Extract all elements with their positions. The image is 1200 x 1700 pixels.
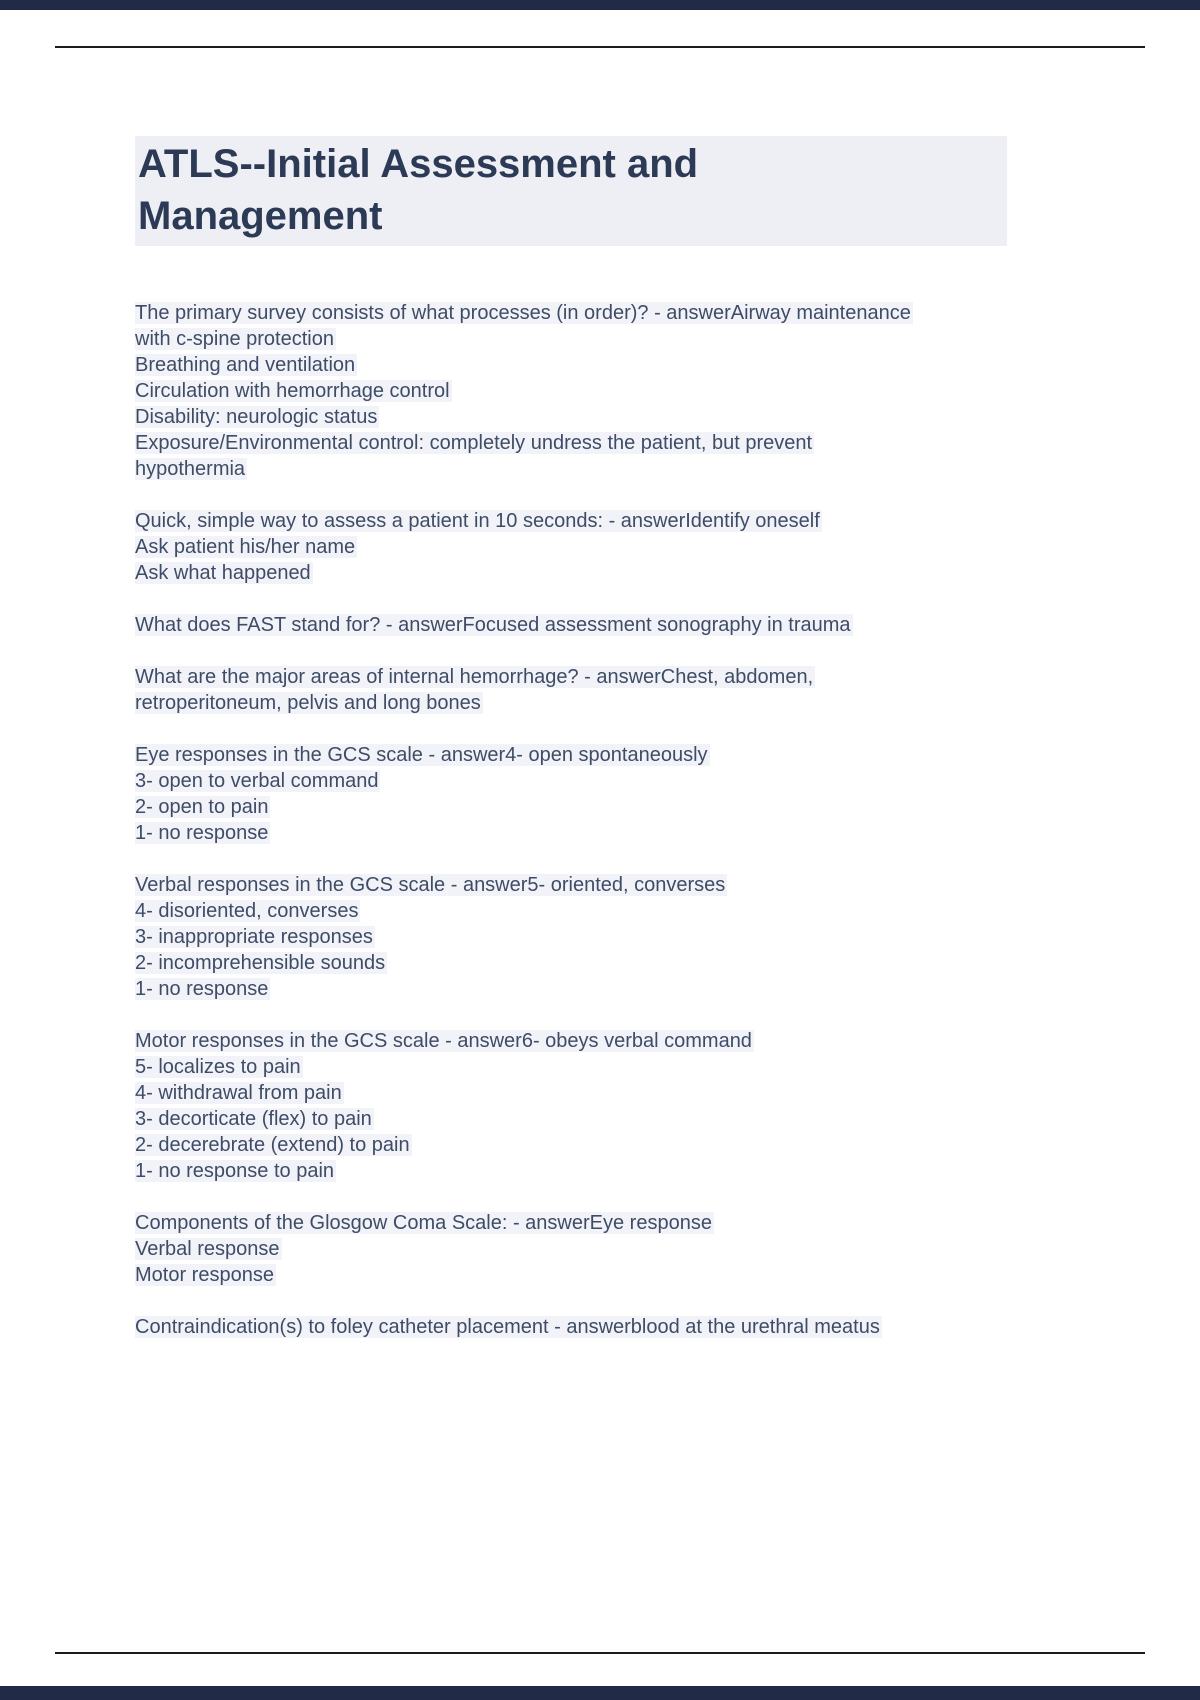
qa-line-text: Breathing and ventilation (135, 354, 356, 376)
qa-line (135, 1054, 1007, 1080)
qa-line (135, 456, 1007, 482)
qa-line-text: Disability: neurologic status (135, 406, 378, 428)
qa-line (135, 1132, 1007, 1158)
qa-line (135, 664, 1007, 690)
qa-line-text: Components of the Glosgow Coma Scale: - answerEye response (135, 1212, 712, 1234)
qa-block (135, 612, 1007, 638)
qa-line-text: 5- localizes to pain (135, 1056, 301, 1078)
qa-line-text: The primary survey consists of what processes (in order)? - answerAirway maintenance (135, 302, 911, 324)
qa-line-text: Ask what happened (135, 562, 311, 584)
qa-line-text: What does FAST stand for? - answerFocused assessment sonography in trauma (135, 614, 851, 636)
qa-line-text: with c-spine protection (135, 328, 334, 350)
qa-line-text: Motor responses in the GCS scale - answer6- obeys verbal command (135, 1030, 752, 1052)
qa-line-text: Exposure/Environmental control: completely undress the patient, but prevent (135, 432, 813, 454)
qa-line-text: 4- disoriented, converses (135, 900, 359, 922)
qa-line (135, 1106, 1007, 1132)
qa-line (135, 768, 1007, 794)
document-title (135, 136, 1007, 246)
document-page (135, 136, 1007, 1366)
qa-line (135, 872, 1007, 898)
qa-line-text: retroperitoneum, pelvis and long bones (135, 692, 481, 714)
qa-line (135, 1158, 1007, 1184)
qa-line (135, 378, 1007, 404)
page-top-border-bar (0, 0, 1200, 10)
qa-line-text: Circulation with hemorrhage control (135, 380, 450, 402)
qa-line-text: Quick, simple way to assess a patient in 10 seconds: - answerIdentify oneself (135, 510, 820, 532)
qa-line (135, 924, 1007, 950)
qa-list (135, 300, 1007, 1340)
qa-line (135, 1080, 1007, 1106)
qa-line (135, 404, 1007, 430)
qa-line-text: 4- withdrawal from pain (135, 1082, 342, 1104)
qa-block (135, 742, 1007, 846)
qa-line-text: 1- no response (135, 822, 269, 844)
qa-block (135, 300, 1007, 482)
qa-line (135, 300, 1007, 326)
qa-block (135, 508, 1007, 586)
qa-line-text: 2- decerebrate (extend) to pain (135, 1134, 410, 1156)
qa-line (135, 560, 1007, 586)
qa-line (135, 1262, 1007, 1288)
qa-line-text: Eye responses in the GCS scale - answer4- open spontaneously (135, 744, 708, 766)
qa-line (135, 794, 1007, 820)
title-line-1: ATLS--Initial Assessment and (138, 142, 699, 186)
qa-line (135, 1210, 1007, 1236)
qa-line (135, 898, 1007, 924)
qa-line-text: Motor response (135, 1264, 274, 1286)
qa-block (135, 1028, 1007, 1184)
qa-block (135, 664, 1007, 716)
top-horizontal-rule (55, 46, 1145, 48)
qa-line (135, 820, 1007, 846)
qa-line (135, 430, 1007, 456)
qa-line-text: Contraindication(s) to foley catheter placement - answerblood at the urethral meatus (135, 1316, 880, 1338)
qa-block (135, 1314, 1007, 1340)
qa-line-text: 3- inappropriate responses (135, 926, 373, 948)
bottom-horizontal-rule (55, 1652, 1145, 1654)
qa-line-text: Verbal response (135, 1238, 280, 1260)
qa-line-text: 2- open to pain (135, 796, 269, 818)
qa-line (135, 326, 1007, 352)
qa-line-text: 1- no response to pain (135, 1160, 335, 1182)
qa-line (135, 534, 1007, 560)
qa-line (135, 1236, 1007, 1262)
qa-line (135, 1028, 1007, 1054)
qa-line-text: Verbal responses in the GCS scale - answer5- oriented, converses (135, 874, 726, 896)
qa-line (135, 352, 1007, 378)
qa-line-text: Ask patient his/her name (135, 536, 356, 558)
qa-line-text: What are the major areas of internal hemorrhage? - answerChest, abdomen, (135, 666, 814, 688)
qa-line-text: 2- incomprehensible sounds (135, 952, 386, 974)
qa-line-text: hypothermia (135, 458, 246, 480)
qa-line (135, 950, 1007, 976)
qa-line-text: 3- decorticate (flex) to pain (135, 1108, 372, 1130)
qa-block (135, 872, 1007, 1002)
qa-line (135, 508, 1007, 534)
qa-line (135, 612, 1007, 638)
qa-line-text: 1- no response (135, 978, 269, 1000)
page-bottom-border-bar (0, 1686, 1200, 1700)
qa-line (135, 690, 1007, 716)
qa-line-text: 3- open to verbal command (135, 770, 379, 792)
title-line-2: Management (138, 194, 383, 238)
qa-block (135, 1210, 1007, 1288)
qa-line (135, 1314, 1007, 1340)
qa-line (135, 976, 1007, 1002)
qa-line (135, 742, 1007, 768)
